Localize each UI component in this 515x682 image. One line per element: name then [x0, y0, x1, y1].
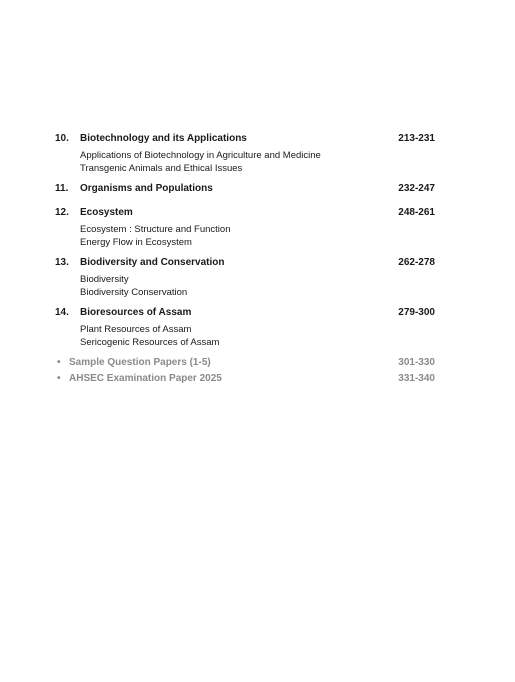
- bullet-icon: •: [57, 373, 61, 384]
- chapter-pages: 248-261: [398, 207, 435, 218]
- toc-chapter-10: [55, 133, 435, 175]
- chapter-subtopic: Ecosystem : Structure and Function: [80, 224, 231, 235]
- toc-chapter-11: [55, 183, 435, 199]
- chapter-number: 10.: [55, 133, 69, 144]
- chapter-subtopic: Sericogenic Resources of Assam: [80, 337, 220, 348]
- chapter-title: Organisms and Populations: [80, 183, 213, 194]
- extra-pages: 301-330: [398, 357, 435, 368]
- chapter-subtopic: Biodiversity: [80, 274, 129, 285]
- chapter-pages: 279-300: [398, 307, 435, 318]
- chapter-number: 13.: [55, 257, 69, 268]
- chapter-title: Biodiversity and Conservation: [80, 257, 225, 268]
- toc-extra-sample-papers: [55, 357, 435, 373]
- chapter-number: 14.: [55, 307, 69, 318]
- toc-extra-exam-paper: [55, 373, 435, 389]
- extra-title: Sample Question Papers (1-5): [69, 357, 211, 368]
- chapter-subtopic: Biodiversity Conservation: [80, 287, 188, 298]
- chapter-number: 12.: [55, 207, 69, 218]
- chapter-pages: 262-278: [398, 257, 435, 268]
- toc-chapter-12: [55, 207, 435, 249]
- table-of-contents: [55, 133, 435, 389]
- chapter-title: Biotechnology and its Applications: [80, 133, 247, 144]
- chapter-subtopic: Energy Flow in Ecosystem: [80, 237, 192, 248]
- toc-chapter-14: [55, 307, 435, 349]
- toc-chapter-13: [55, 257, 435, 299]
- extra-title: AHSEC Examination Paper 2025: [69, 373, 222, 384]
- chapter-number: 11.: [55, 183, 69, 194]
- chapter-subtopic: Applications of Biotechnology in Agriculture and Medicine: [80, 150, 321, 161]
- chapter-title: Ecosystem: [80, 207, 133, 218]
- chapter-pages: 213-231: [398, 133, 435, 144]
- bullet-icon: •: [57, 357, 61, 368]
- chapter-subtopic: Plant Resources of Assam: [80, 324, 192, 335]
- extra-pages: 331-340: [398, 373, 435, 384]
- chapter-title: Bioresources of Assam: [80, 307, 192, 318]
- chapter-subtopic: Transgenic Animals and Ethical Issues: [80, 163, 243, 174]
- chapter-pages: 232-247: [398, 183, 435, 194]
